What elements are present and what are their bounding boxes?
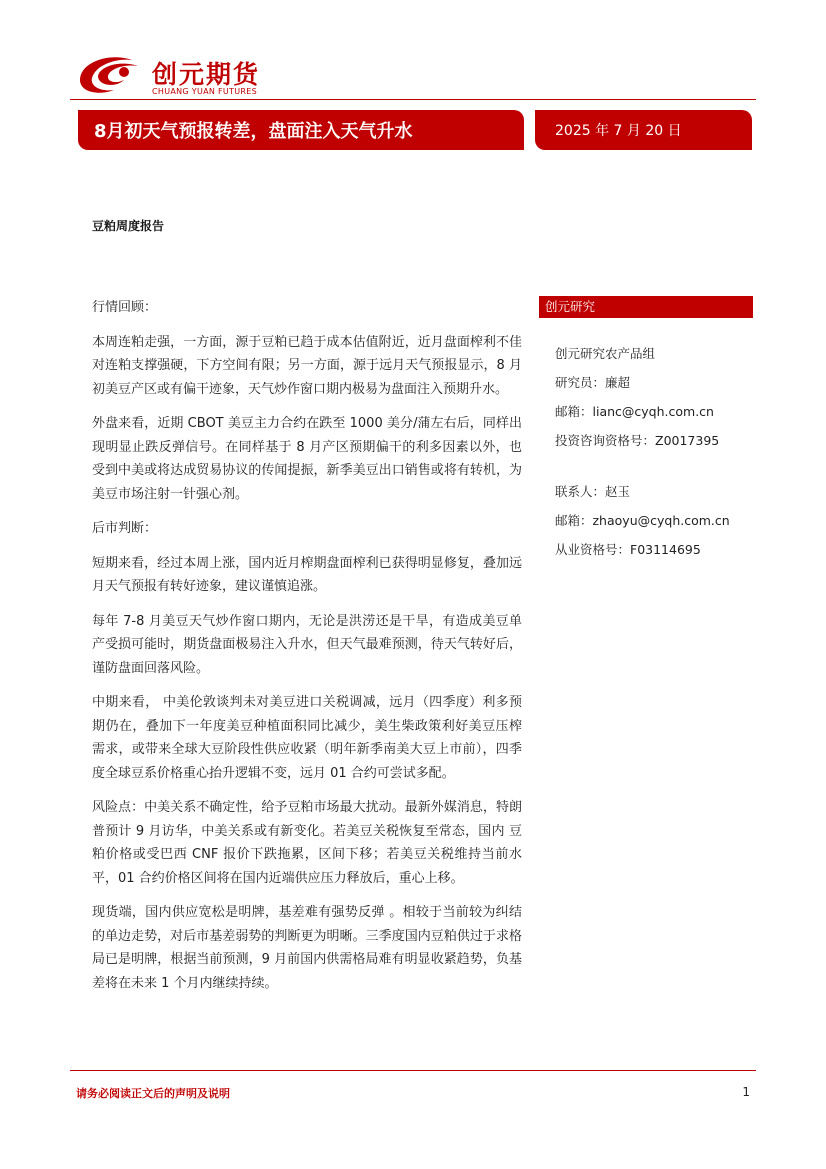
report-type-label: 豆粕周度报告 bbox=[92, 219, 165, 233]
report-title: 8月初天气预报转差，盘面注入天气升水 bbox=[94, 121, 413, 142]
contact-email: 邮箱：zhaoyu@cyqh.com.cn bbox=[555, 513, 730, 528]
paragraph: 本周连粕走强，一方面，源于豆粕已趋于成本估值附近，近月盘面榨利不佳对连粕支撑强硬，下方空间有限；另一方面，源于远月天气预报显示，8 月初美豆产区或有偏干迹象，天气炒作窗口期内极易为盘面注入预期升水。 bbox=[92, 334, 522, 397]
spacer bbox=[555, 455, 753, 477]
contact-name: 联系人：赵玉 bbox=[555, 484, 631, 499]
footer-divider bbox=[70, 1070, 756, 1071]
paragraph: 每年 7-8 月美豆天气炒作窗口期内，无论是洪涝还是干旱，有造成美豆单 产受损可能时，期货盘面极易注入升水，但天气最难预测，待天气转好后，谨防盘面回落风险。 bbox=[92, 613, 522, 676]
sidebar-header: 创元研究 bbox=[539, 296, 753, 318]
researcher-license: 投资咨询资格号：Z0017395 bbox=[555, 433, 720, 448]
logo-chinese-name: 创元期货 bbox=[152, 60, 261, 89]
paragraph: 中期来看， 中美伦敦谈判未对美豆进口关税调减，远月（四季度）利多预 期仍在，叠加下一年度美豆种植面积同比减少，美生柴政策利好美豆压榨 需求，或带来全球大豆阶段性供应收紧（明年新季南美大豆上市前），四季 度全球豆系价格重心抬升逻辑不变，远月 01 合约可尝试多配。 bbox=[92, 695, 522, 781]
disclaimer-note: 请务必阅读正文后的声明及说明 bbox=[76, 1087, 230, 1100]
report-date-banner bbox=[535, 110, 752, 150]
logo-english-name: CHUANG YUAN FUTURES bbox=[152, 87, 257, 96]
report-title-banner bbox=[78, 110, 524, 150]
report-date: 2025 年 7 月 20 日 bbox=[555, 123, 682, 139]
paragraph: 风险点：中美关系不确定性，给予豆粕市场最大扰动。最新外媒消息，特朗普预计 9 月访华，中美关系或有新变化。若美豆关税恢复至常态，国内 豆粕价格或受巴西 CNF 报价下跌拖累，区间下移；若美豆关税维持当前水 平，01 合约价格区间将在国内近端供应压力释放后，重心上移。 bbox=[92, 800, 522, 886]
contact-license: 从业资格号：F03114695 bbox=[555, 542, 701, 557]
main-content bbox=[92, 296, 522, 1006]
company-logo bbox=[74, 50, 274, 100]
paragraph: 外盘来看，近期 CBOT 美豆主力合约在跌至 1000 美分/蒲左右后，同样出现明显止跌反弹信号。在同样基于 8 月产区预期偏干的利多因素以外，也受到中美或将达成贸易协议的传闻提振，新季美豆出口销售或将有转机，为美豆市场注射一针强心剂。 bbox=[92, 416, 522, 502]
paragraph: 短期来看，经过本周上涨，国内近月榨期盘面榨利已获得明显修复，叠加远月天气预报有转好迹象，建议谨慎追涨。 bbox=[92, 555, 522, 594]
header-divider bbox=[70, 99, 756, 100]
researcher-email: 邮箱：lianc@cyqh.com.cn bbox=[555, 404, 714, 419]
page-number: 1 bbox=[742, 1085, 750, 1099]
logo-mark-icon bbox=[74, 50, 146, 96]
section-heading-outlook: 后市判断： bbox=[92, 521, 158, 536]
paragraph: 现货端，国内供应宽松是明牌，基差难有强势反弹 。相较于当前较为纠结的单边走势，对后市基差弱势的判断更为明晰。三季度国内豆粕供过于求格局已是明牌，根据当前预测，9 月前国内供需格局难有明显收紧趋势，负基差将在未来 1 个月内继续持续。 bbox=[92, 905, 522, 991]
section-heading-review: 行情回顾： bbox=[92, 300, 158, 315]
research-group: 创元研究农产品组 bbox=[555, 346, 656, 361]
contact-list bbox=[539, 318, 753, 564]
research-sidebar bbox=[539, 296, 753, 564]
researcher-name: 研究员：廉超 bbox=[555, 375, 631, 390]
